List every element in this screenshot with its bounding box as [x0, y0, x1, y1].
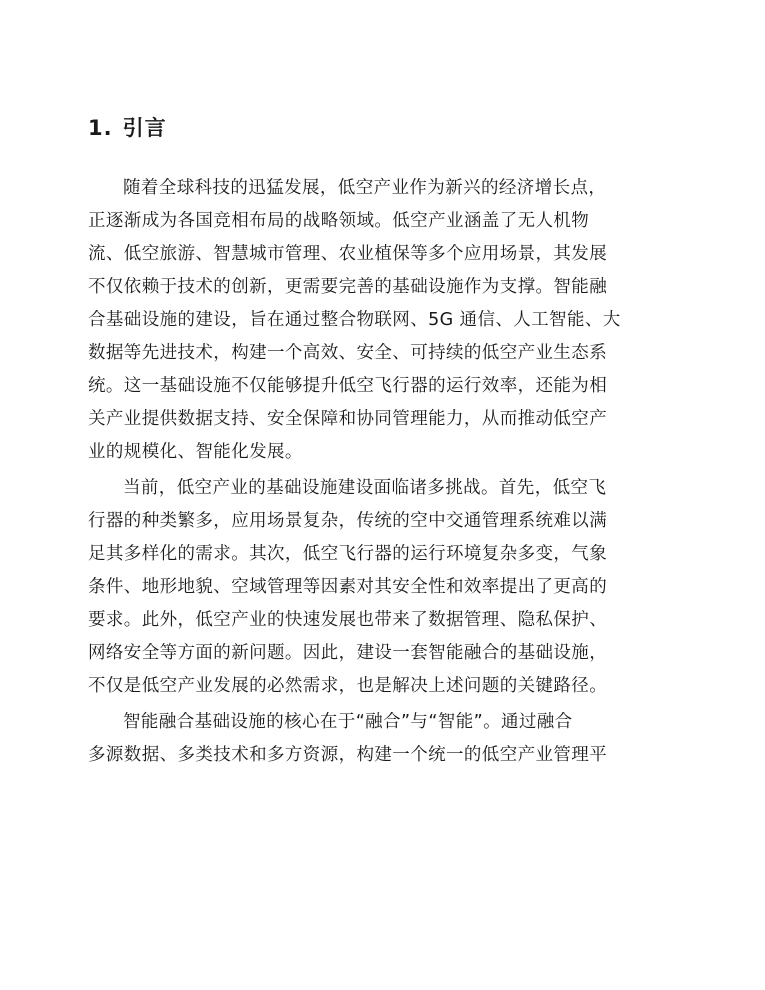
- paragraph-line: 流、低空旅游、智慧城市管理、农业植保等多个应用场景，其发展: [88, 244, 608, 264]
- paragraph-line: 智能融合基础设施的核心在于“融合”与“智能”。通过融合: [123, 712, 573, 732]
- paragraph-line: 随着全球科技的迅猛发展，低空产业作为新兴的经济增长点，: [123, 178, 607, 198]
- paragraph-line: 不仅依赖于技术的创新，更需要完善的基础设施作为支撑。智能融: [88, 277, 608, 297]
- paragraph-line: 要求。此外，低空产业的快速发展也带来了数据管理、隐私保护、: [88, 610, 608, 630]
- paragraph-line: 正逐渐成为各国竞相布局的战略领域。低空产业涵盖了无人机物: [88, 211, 590, 231]
- paragraph-line: 条件、地形地貌、空域管理等因素对其安全性和效率提出了更高的: [88, 577, 608, 597]
- section-number: 1.: [88, 116, 113, 140]
- paragraph-line: 数据等先进技术，构建一个高效、安全、可持续的低空产业生态系: [88, 343, 608, 363]
- paragraph-line: 当前，低空产业的基础设施建设面临诸多挑战。首先，低空飞: [123, 478, 607, 498]
- paragraph-line: 合基础设施的建设，旨在通过整合物联网、5G 通信、人工智能、大: [88, 310, 621, 330]
- paragraph-line: 关产业提供数据支持、安全保障和协同管理能力，从而推动低空产: [88, 409, 608, 429]
- paragraph-line: 业的规模化、智能化发展。: [88, 442, 303, 462]
- paragraph: [88, 706, 678, 772]
- section-title: 引言: [122, 116, 167, 140]
- paragraph: [88, 472, 678, 703]
- paragraph-line: 多源数据、多类技术和多方资源，构建一个统一的低空产业管理平: [88, 745, 608, 765]
- paragraph: [88, 172, 678, 469]
- section-heading: [88, 113, 167, 143]
- paragraph-line: 统。这一基础设施不仅能够提升低空飞行器的运行效率，还能为相: [88, 376, 608, 396]
- paragraph-line: 不仅是低空产业发展的必然需求，也是解决上述问题的关键路径。: [88, 676, 608, 696]
- paragraph-line: 足其多样化的需求。其次，低空飞行器的运行环境复杂多变，气象: [88, 544, 608, 564]
- paragraph-line: 行器的种类繁多，应用场景复杂，传统的空中交通管理系统难以满: [88, 511, 608, 531]
- paragraph-line: 网络安全等方面的新问题。因此，建设一套智能融合的基础设施，: [88, 643, 608, 663]
- body-text: [88, 172, 678, 772]
